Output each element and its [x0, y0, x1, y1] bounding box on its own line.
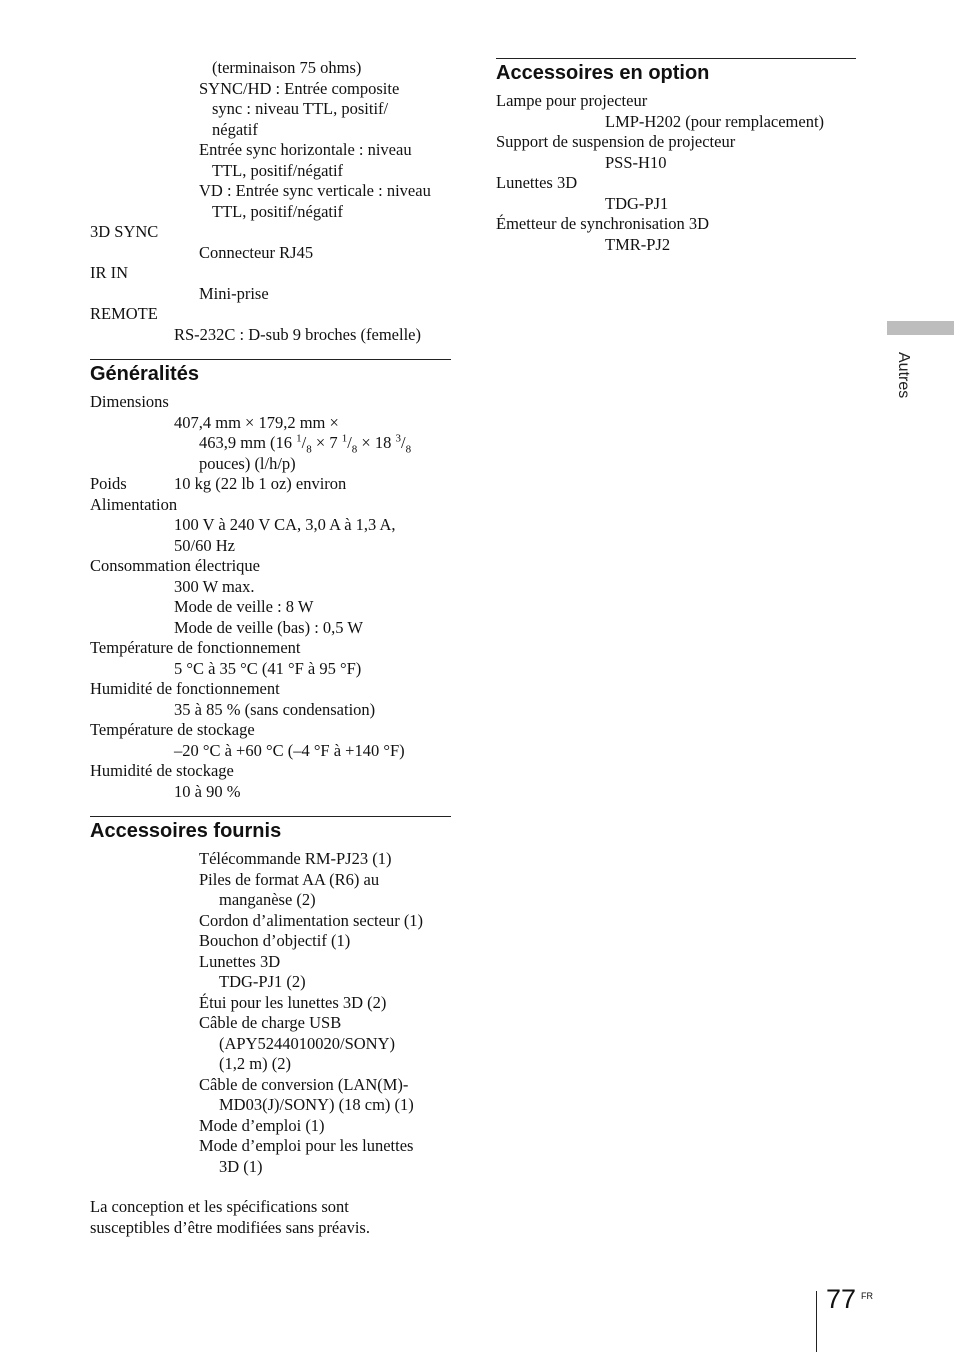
spec-line: 35 à 85 % (sans condensation) [174, 699, 376, 719]
poids-row [90, 474, 451, 495]
page-number-rule [816, 1291, 817, 1352]
spec-note [90, 1197, 451, 1238]
page-language: FR [861, 1291, 873, 1301]
spec-line: Télécommande RM-PJ23 (1) [199, 849, 392, 868]
spec-line: Humidité de stockage [90, 761, 234, 780]
connector-spec-list [90, 58, 451, 345]
spec-line: Bouchon d’objectif (1) [199, 931, 351, 950]
generalites-heading: Généralités [90, 359, 451, 386]
spec-line: LMP-H202 (pour remplacement) [605, 111, 825, 131]
left-column [90, 58, 451, 1238]
generalites-list [90, 392, 451, 802]
option-list [496, 91, 856, 255]
spec-line: VD : Entrée sync verticale : niveau [199, 181, 431, 200]
spec-line: TTL, positif/négatif [212, 201, 344, 221]
spec-line: sync : niveau TTL, positif/ [212, 99, 389, 118]
spec-line: Entrée sync horizontale : niveau [199, 140, 412, 159]
spec-line: Mode d’emploi (1) [199, 1115, 325, 1135]
spec-line: Lampe pour projecteur [496, 91, 648, 110]
option-heading: Accessoires en option [496, 58, 856, 85]
spec-line: Alimentation [90, 494, 178, 514]
spec-line: RS-232C : D-sub 9 broches (femelle) [174, 324, 421, 344]
spec-line: Mini-prise [199, 283, 269, 303]
spec-line: –20 °C à +60 °C (–4 °F à +140 °F) [174, 740, 405, 760]
spec-line: MD03(J)/SONY) (18 cm) (1) [219, 1095, 414, 1114]
spec-line: 50/60 Hz [174, 535, 235, 555]
spec-line: TDG-PJ1 [605, 193, 669, 213]
spec-line: Émetteur de synchronisation 3D [496, 214, 710, 233]
poids-value: 10 kg (22 lb 1 oz) environ [174, 474, 347, 493]
note-line: La conception et les spécifications sont [90, 1197, 349, 1216]
dimensions-value-1: 407,4 mm × 179,2 mm × [174, 412, 339, 432]
spec-line: Lunettes 3D [199, 951, 281, 971]
spec-line: REMOTE [90, 304, 158, 323]
page-number: 77 [826, 1284, 857, 1314]
spec-line: Température de stockage [90, 720, 255, 739]
spec-line: Connecteur RJ45 [199, 242, 314, 262]
spec-line: Câble de conversion (LAN(M)- [199, 1074, 409, 1094]
spec-line: TMR-PJ2 [605, 234, 671, 254]
generalites-rows [90, 495, 451, 803]
spec-line: 3D (1) [219, 1156, 263, 1176]
spec-line: 10 à 90 % [174, 781, 241, 801]
fournis-list [90, 849, 451, 1177]
spec-line: 100 V à 240 V CA, 3,0 A à 1,3 A, [174, 515, 396, 534]
spec-line: (APY5244010020/SONY) [219, 1033, 396, 1053]
spec-line: TDG-PJ1 (2) [219, 972, 306, 991]
spec-line: Mode d’emploi pour les lunettes [199, 1136, 414, 1155]
spec-line: PSS-H10 [605, 152, 667, 172]
spec-line: Température de fonctionnement [90, 638, 301, 657]
spec-line: manganèse (2) [219, 890, 316, 909]
spec-line: TTL, positif/négatif [212, 160, 344, 180]
spec-line: Mode de veille : 8 W [174, 597, 314, 616]
poids-label: Poids [90, 474, 127, 493]
spec-line: SYNC/HD : Entrée composite [199, 78, 400, 98]
side-tab-bar [887, 321, 954, 335]
spec-line: Consommation électrique [90, 556, 261, 575]
right-column [496, 58, 856, 255]
spec-line: 3D SYNC [90, 222, 159, 241]
side-tab-label: Autres [895, 352, 912, 399]
spec-line: négatif [212, 119, 258, 139]
dimensions-value-2: 463,9 mm (16 $^1/_8 \times 7$ $^1/_8 \times 18$ $^3/_8$ [199, 432, 412, 456]
spec-line: Étui pour les lunettes 3D (2) [199, 992, 387, 1012]
spec-line: Câble de charge USB [199, 1013, 342, 1032]
spec-line: Piles de format AA (R6) au [199, 869, 380, 889]
fournis-heading: Accessoires fournis [90, 816, 451, 843]
spec-line: Humidité de fonctionnement [90, 679, 280, 698]
note-line: susceptibles d’être modifiées sans préavis. [90, 1217, 370, 1237]
spec-line: (terminaison 75 ohms) [212, 58, 362, 77]
spec-line: 300 W max. [174, 576, 255, 596]
spec-line: (1,2 m) (2) [219, 1054, 291, 1073]
spec-line: 5 °C à 35 °C (41 °F à 95 °F) [174, 658, 362, 678]
dimensions-label: Dimensions [90, 392, 169, 411]
spec-line: Lunettes 3D [496, 173, 578, 192]
spec-line: Mode de veille (bas) : 0,5 W [174, 617, 363, 637]
spec-line: Support de suspension de projecteur [496, 132, 736, 151]
dimensions-value-3: pouces) (l/h/p) [199, 453, 296, 473]
spec-line: IR IN [90, 263, 129, 282]
spec-line: Cordon d’alimentation secteur (1) [199, 910, 424, 930]
